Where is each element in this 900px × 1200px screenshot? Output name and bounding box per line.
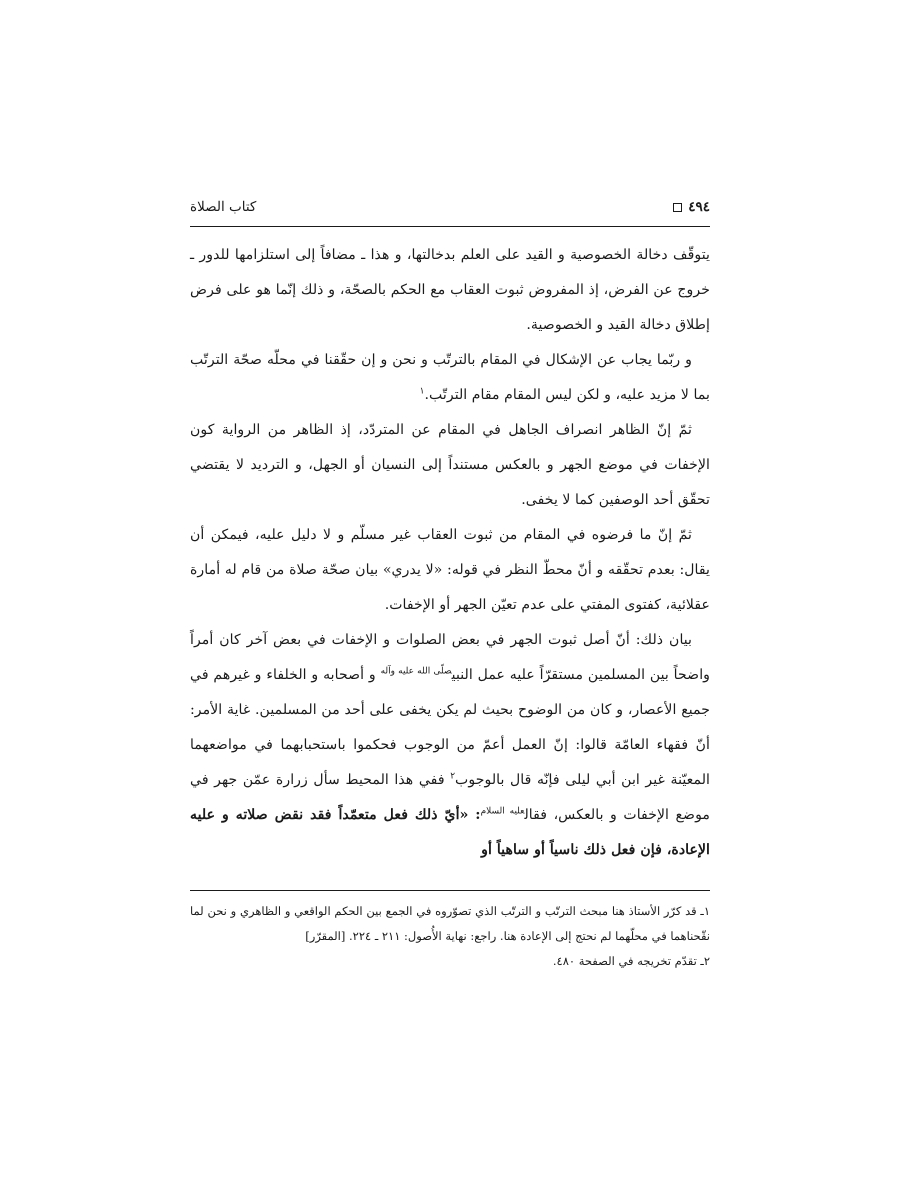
footnote-divider	[190, 890, 710, 891]
header-rule	[190, 226, 710, 227]
book-title: كتاب الصلاة	[190, 199, 257, 215]
paragraph-3-text: ثمّ إنّ الظاهر انصراف الجاهل في المقام عن المتردّد، إذ الظاهر من الرواية كون الإخفات في موضع الجهر و بالعكس مستنداً إلى النسيان أو الجهل، و الترديد لا يقتضي تحقّق أحد الوصفين كما لا يخفى.	[190, 422, 710, 508]
footnotes	[190, 899, 710, 974]
running-header	[190, 196, 710, 222]
paragraph-5-quote: : «أيّ ذلك فعل متعمّداً فقد نقض صلاته و عليه الإعادة، فإن فعل ذلك ناسياً أو ساهياً أو	[190, 807, 710, 858]
paragraph-4	[190, 518, 710, 623]
footnote-ref-2: ٢	[450, 771, 456, 782]
footnote-1: ١ـ قد كرّر الأستاذ هنا مبحث الترتّب و الترتّب الذي تصوّروه في الجمع بين الحكم الواقعي و الظاهري و نحن لما نقّحناهما في محلّهما لم نحتج إلى الإعادة هنا. راجع: نهاية الأُصول: ٢١١ ـ ٢٢٤. [المقرّر]	[190, 904, 710, 943]
paragraph-3	[190, 413, 710, 518]
paragraph-5-text-c: ففي هذا المحيط سأل زرارة عمّن جهر في موضع الإخفات و بالعكس، فقال	[190, 772, 711, 823]
paragraph-1	[190, 238, 710, 343]
page-number-block	[673, 199, 710, 215]
salawat-mark-2: عليه السلام	[480, 806, 525, 817]
paragraph-2-text: و ربّما يجاب عن الإشكال في المقام بالترتّب و نحن و إن حقّقنا في محلّه صحّة الترتّب بما لا مزيد عليه، و لكن ليس المقام مقام الترتّب.	[190, 352, 710, 403]
paragraph-2	[190, 343, 710, 413]
page-number: ٤٩٤	[688, 199, 710, 215]
main-text	[190, 238, 710, 868]
paragraph-5	[190, 623, 710, 868]
paragraph-5-text-a: بيان ذلك: أنّ أصل ثبوت الجهر في بعض الصلوات و الإخفات في بعض آخر كان أمراً واضحاً بين المسلمين مستقرّاً عليه عمل النبي	[190, 632, 710, 683]
paragraph-1-text: يتوقّف دخالة الخصوصية و القيد على العلم بدخالتها، و هذا ـ مضافاً إلى استلزامها للدور ـ خروج عن الفرض، إذ المفروض ثبوت العقاب مع الحكم بالصحّة، و ذلك إنّما هو على فرض إطلاق دخالة القيد و الخصوصية.	[190, 247, 710, 333]
book-page	[190, 196, 710, 974]
paragraph-5-text-b: و أصحابه و الخلفاء و غيرهم في جميع الأعصار، و كان من الوضوح بحيث لم يكن يخفى على أحد من المسلمين. غاية الأمر: أنّ فقهاء العامّة قالوا: إنّ العمل أعمّ من الوجوب فحكموا باستحبابهما في مواضعهما المعيّنة غير ابن أبي ليلى فإنّه قال بالوجوب	[190, 667, 710, 788]
salawat-mark-1: صلّى الله عليه وآله	[380, 666, 452, 677]
paragraph-4-text: ثمّ إنّ ما فرضوه في المقام من ثبوت العقاب غير مسلّم و لا دليل عليه، فيمكن أن يقال: بعدم تحقّقه و أنّ محطّ النظر في قوله: «لا يدري» بيان صحّة صلاة من قام له أمارة عقلائية، كفتوى المفتي على عدم تعيّن الجهر أو الإخفات.	[190, 527, 710, 613]
square-icon	[673, 203, 682, 212]
footnote-2: ٢ـ تقدّم تخريجه في الصفحة ٤٨٠.	[552, 954, 710, 968]
footnote-ref-1: ١	[419, 386, 425, 397]
